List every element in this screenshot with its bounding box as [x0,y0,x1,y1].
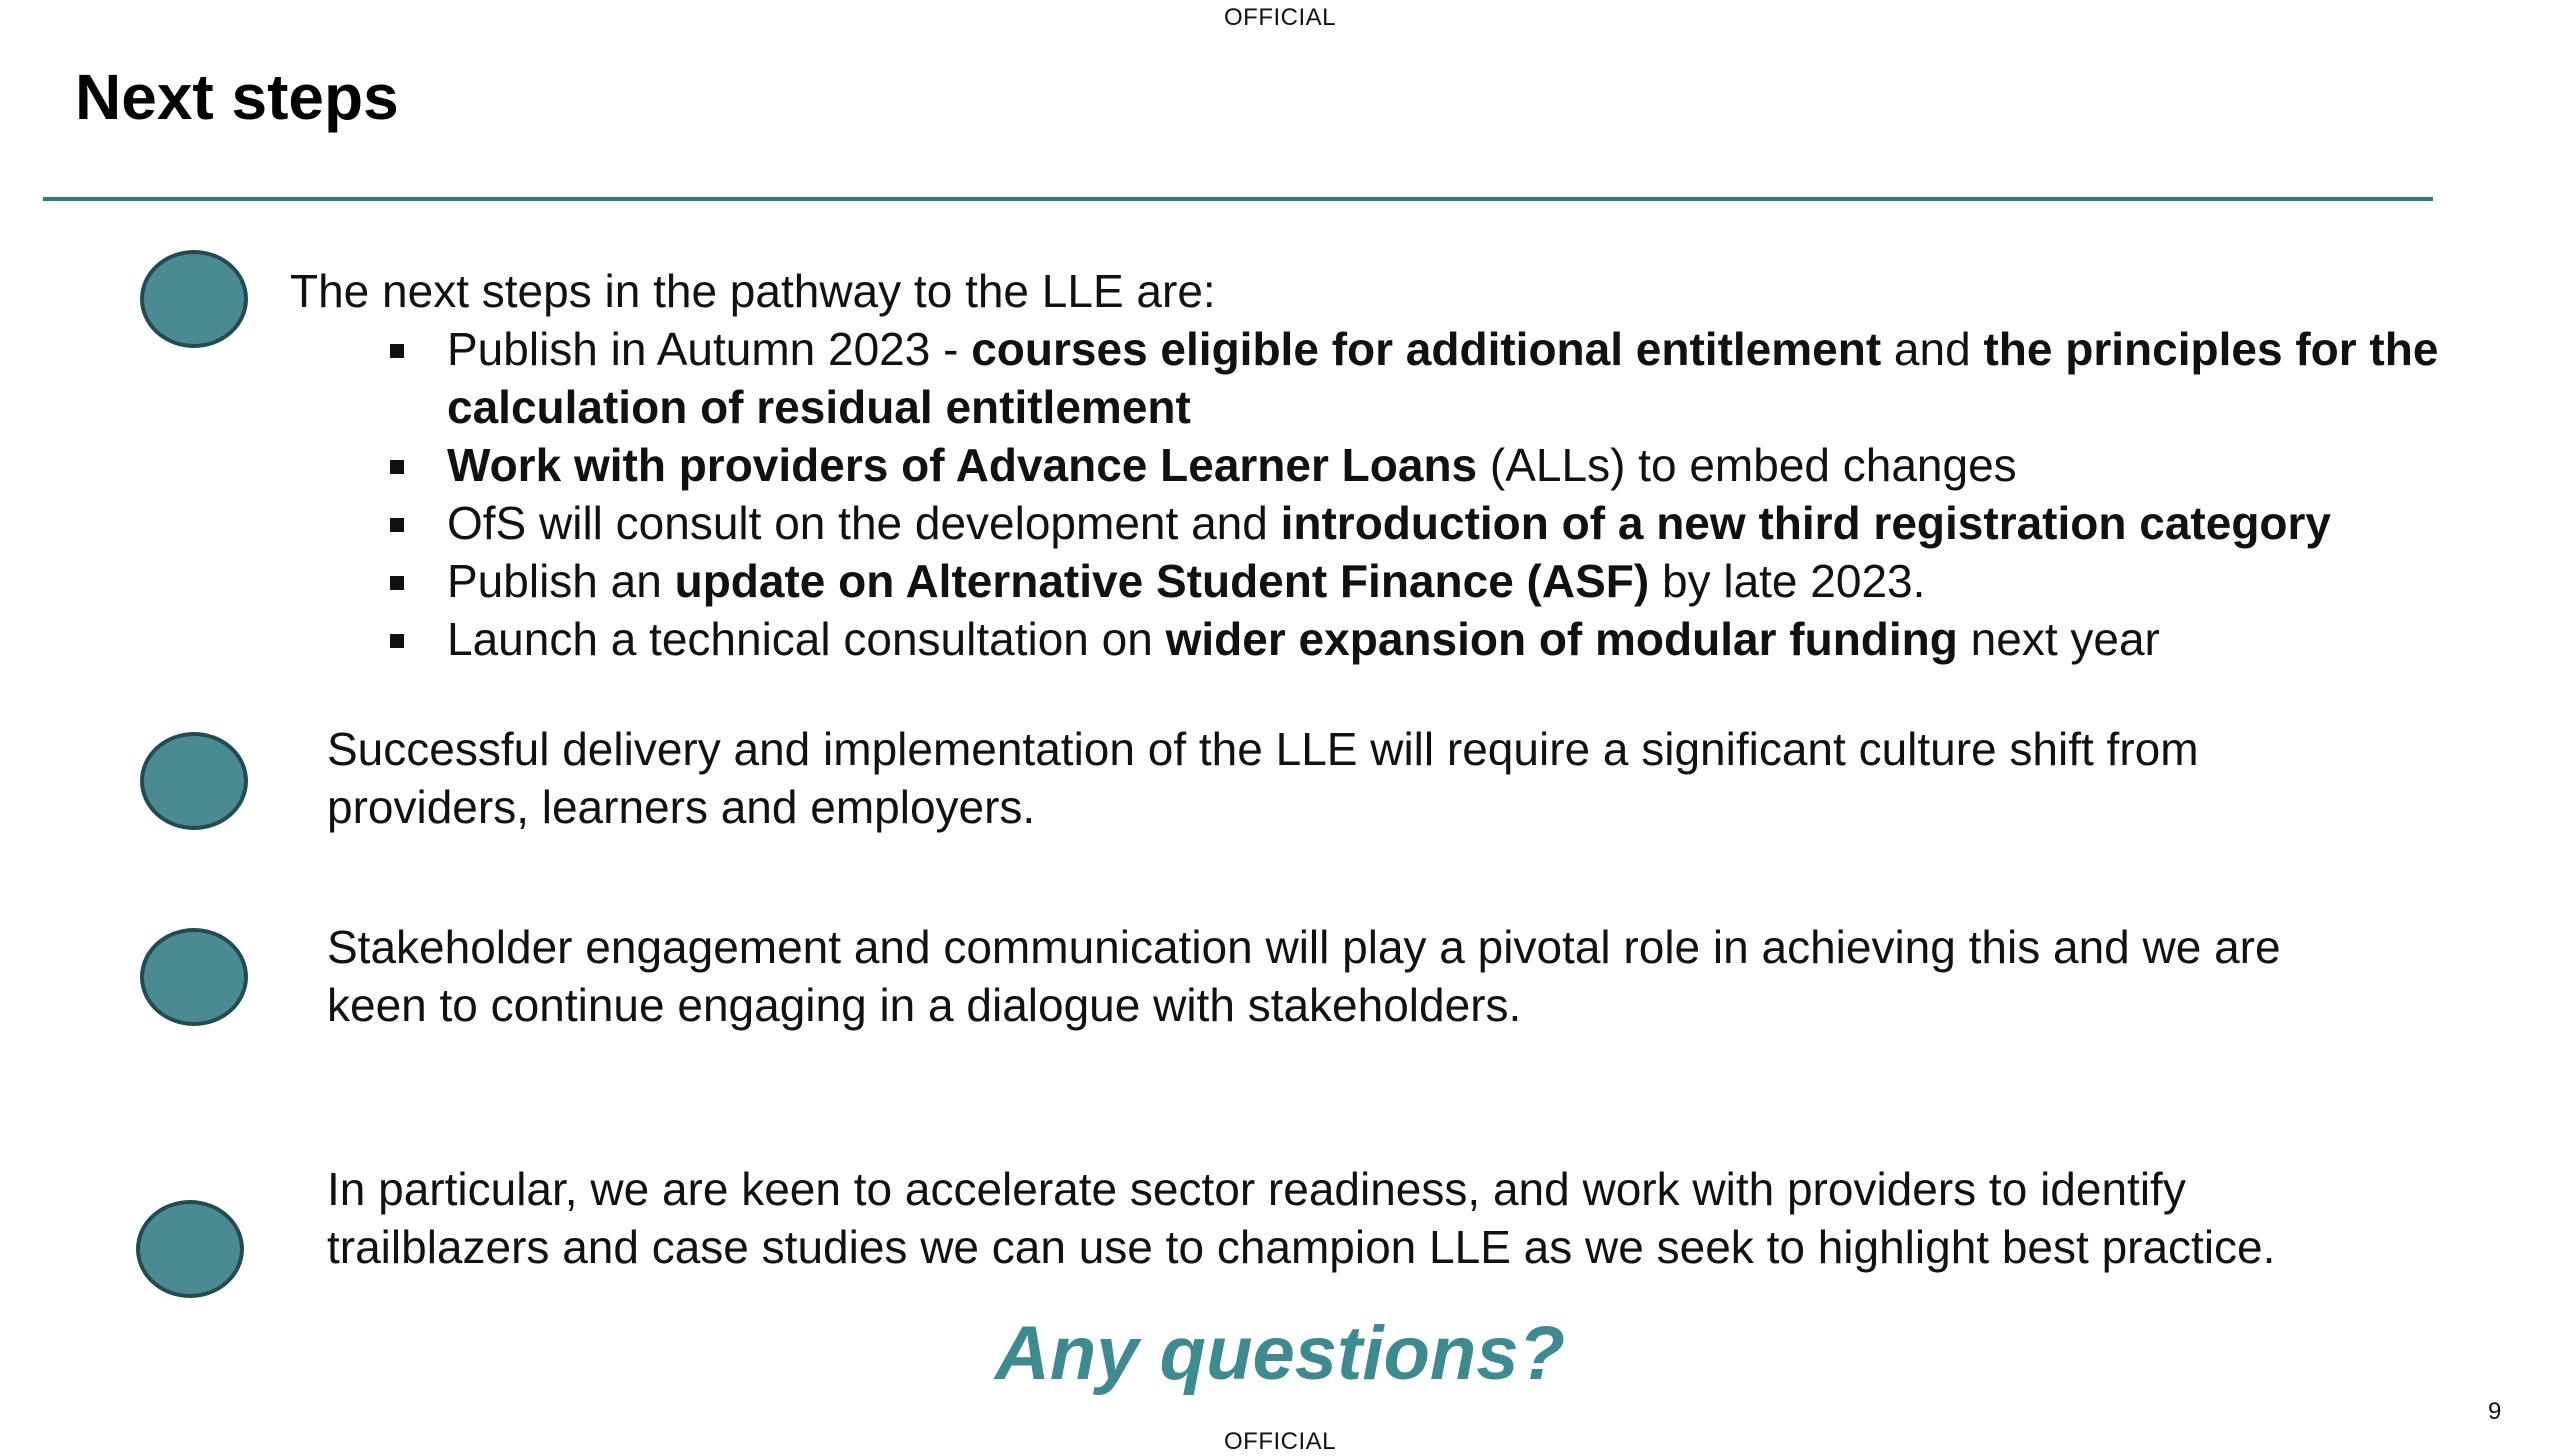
circle-bullet-icon [140,732,248,830]
page-number: 9 [2488,1398,2502,1425]
square-bullet-icon [390,518,404,532]
circle-bullet-icon [140,250,248,348]
next-steps-intro: The next steps in the pathway to the LLE are: [290,265,1216,317]
any-questions-heading: Any questions? [994,1311,1566,1396]
list-item [387,436,2487,494]
step-emphasis: courses eligible for additional entitlement [971,323,1882,375]
list-item [387,494,2487,552]
circle-bullet-icon [140,928,248,1026]
square-bullet-icon [390,460,404,474]
step-text: Launch a technical consultation on [447,613,1166,665]
list-item [387,552,2487,610]
title-divider [43,197,2433,201]
step-text: by late 2023. [1649,555,1926,607]
step-emphasis: introduction of a new third registration category [1280,497,2332,549]
classification-marking-top: OFFICIAL [1223,4,1336,31]
square-bullet-icon [390,634,404,648]
step-text: Publish in Autumn 2023 - [447,323,972,375]
step-text: OfS will consult on the development and [447,497,1281,549]
classification-marking-bottom: OFFICIAL [1223,1428,1336,1455]
culture-shift-paragraph: Successful delivery and implementation of the LLE will require a significant culture shift from providers, learners and employers. [327,723,2199,833]
step-text: and [1881,323,1984,375]
square-bullet-icon [390,344,404,358]
circle-bullet-icon [136,1200,244,1298]
step-emphasis: update on Alternative Student Finance (ASF) [674,555,1650,607]
step-emphasis: wider expansion of modular funding [1165,613,1958,665]
step-text: Publish an [447,555,675,607]
step-text: next year [1957,613,2160,665]
next-steps-list [387,320,2487,668]
step-text: (ALLs) to embed changes [1477,439,2017,491]
list-item [387,610,2487,668]
step-emphasis: the principles for the calculation of residual entitlement [447,323,2439,433]
stakeholder-engagement-paragraph: Stakeholder engagement and communication will play a pivotal role in achieving this and we are keen to continue engaging in a dialogue with stakeholders. [327,921,2281,1031]
list-item [387,320,2487,436]
page-title: Next steps [75,61,399,133]
sector-readiness-paragraph: In particular, we are keen to accelerate sector readiness, and work with providers to identify trailblazers and case studies we can use to champion LLE as we seek to highlight best practice. [327,1163,2276,1273]
square-bullet-icon [390,576,404,590]
step-emphasis: Work with providers of Advance Learner Loans [447,439,1478,491]
